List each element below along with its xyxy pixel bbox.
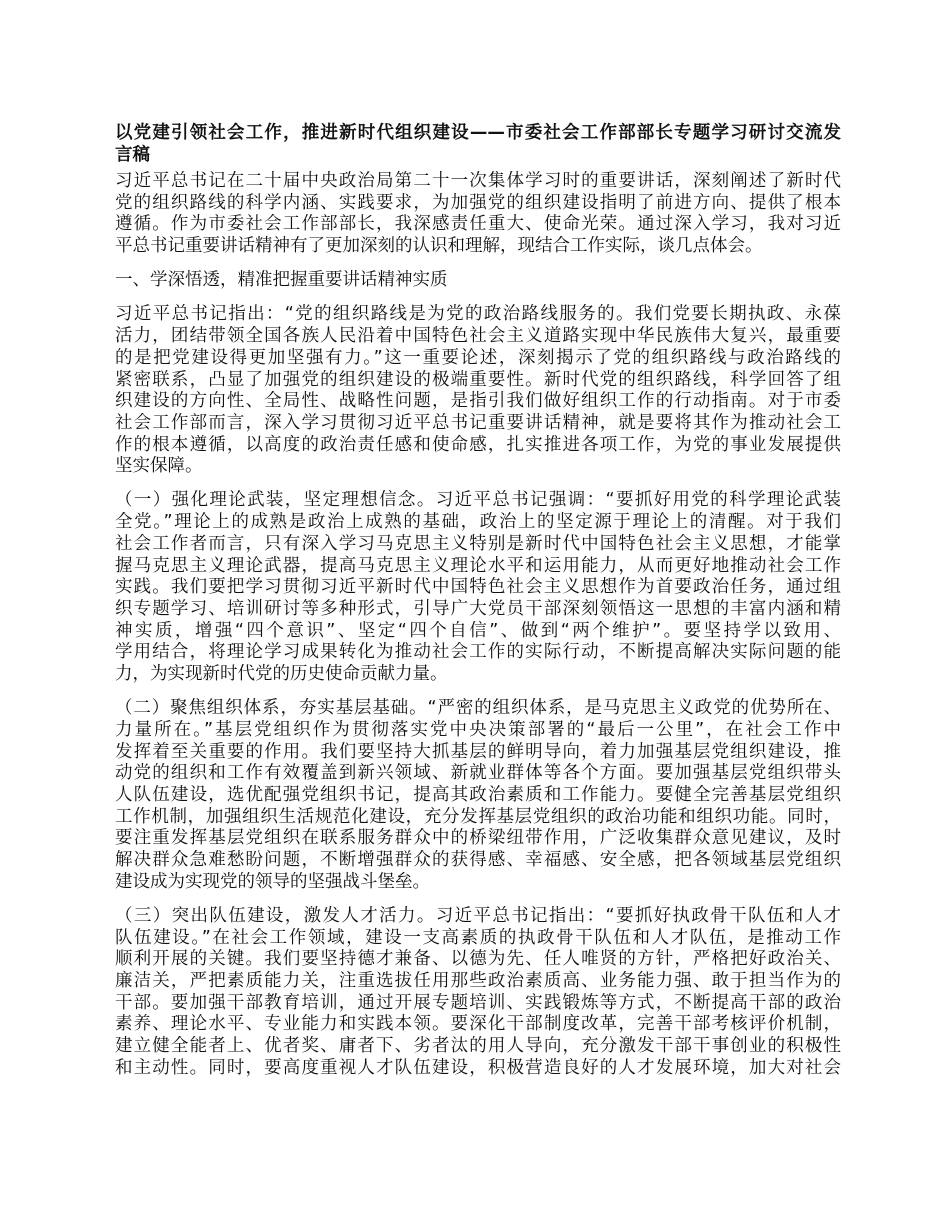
- text-line: 要注重发挥基层党组织在联系服务群众中的桥梁纽带作用，广泛收集群众意见建议，及时: [115, 828, 841, 849]
- text-line: （三）突出队伍建设，激发人才活力。习近平总书记指出：“要抓好执政骨干队伍和人才: [115, 905, 841, 926]
- text-line: 织建设的方向性、全局性、战略性问题，是指引我们做好组织工作的行动指南。对于市委: [115, 391, 841, 412]
- text-line: 廉洁关，严把素质能力关，注重选拔任用那些政治素质高、业务能力强、敢于担当作为的: [115, 970, 841, 991]
- text-line: 学用结合，将理论学习成果转化为推动社会工作的实际行动，不断提高解决实际问题的能: [115, 642, 841, 663]
- text-line: 顺利开展的关键。我们要坚持德才兼备、以德为先、任人唯贤的方针，严格把好政治关、: [115, 949, 841, 970]
- title-line: 以党建引领社会工作，推进新时代组织建设——市委社会工作部部长专题学习研讨交流发: [115, 123, 841, 143]
- text-line: 织专题学习、培训研讨等多种形式，引导广大党员干部深刻领悟这一思想的丰富内涵和精: [115, 598, 841, 619]
- subsection-2-paragraph: [115, 698, 841, 893]
- text-line: 坚实保障。: [115, 456, 203, 477]
- document-title: [115, 122, 841, 166]
- text-line: （一）强化理论武装，坚定理想信念。习近平总书记强调：“要抓好用党的科学理论武装: [115, 490, 841, 511]
- subsection-1-paragraph: [115, 490, 841, 685]
- text-line: 力，为实现新时代党的历史使命贡献力量。: [115, 663, 448, 684]
- text-line: 遵循。作为市委社会工作部部长，我深感责任重大、使命光荣。通过深入学习，我对习近: [115, 214, 841, 235]
- text-line: 人队伍建设，选优配强党组织书记，提高其政治素质和工作能力。要健全完善基层党组织: [115, 784, 841, 805]
- text-line: 干部。要加强干部教育培训，通过开展专题培训、实践锻炼等方式，不断提高干部的政治: [115, 992, 841, 1013]
- text-line: 素养、理论水平、专业能力和实践本领。要深化干部制度改革，完善干部考核评价机制，: [115, 1014, 841, 1035]
- text-line: 作的根本遵循，以高度的政治责任感和使命感，扎实推进各项工作，为党的事业发展提供: [115, 434, 841, 455]
- text-line: 和主动性。同时，要高度重视人才队伍建设，积极营造良好的人才发展环境，加大对社会: [115, 1057, 841, 1078]
- text-line: 党的组织路线的科学内涵、实践要求，为加强党的组织建设指明了前进方向、提供了根本: [115, 192, 841, 213]
- text-line: 全党。”理论上的成熟是政治上成熟的基础，政治上的坚定源于理论上的清醒。对于我们: [115, 512, 841, 533]
- text-line: 活力，团结带领全国各族人民沿着中国特色社会主义道路实现中华民族伟大复兴，最重要: [115, 326, 841, 347]
- text-line: 建设成为实现党的领导的坚强战斗堡垒。: [115, 871, 430, 892]
- document-body: [115, 171, 841, 1079]
- text-line: 紧密联系，凸显了加强党的组织建设的极端重要性。新时代党的组织路线，科学回答了组: [115, 369, 841, 390]
- text-line: 工作机制，加强组织生活规范化建设，充分发挥基层党组织的政治功能和组织功能。同时，: [115, 806, 841, 827]
- title-line: 言稿: [115, 145, 150, 165]
- document-page: [115, 122, 841, 1092]
- section-1-paragraph: [115, 304, 841, 478]
- text-line: 平总书记重要讲话精神有了更加深刻的认识和理解，现结合工作实际，谈几点体会。: [115, 236, 763, 257]
- text-line: 习近平总书记在二十届中央政治局第二十一次集体学习时的重要讲话，深刻阐述了新时代: [115, 171, 841, 191]
- text-line: 动党的组织和工作有效覆盖到新兴领域、新就业群体等各个方面。要加强基层党组织带头: [115, 763, 841, 784]
- text-line: 解决群众急难愁盼问题，不断增强群众的获得感、幸福感、安全感，把各领域基层党组织: [115, 849, 841, 870]
- intro-paragraph: [115, 171, 841, 258]
- section-heading-1: [115, 270, 841, 292]
- text-line: 发挥着至关重要的作用。我们要坚持大抓基层的鲜明导向，着力加强基层党组织建设，推: [115, 741, 841, 762]
- subsection-3-paragraph: [115, 906, 841, 1080]
- text-line: 一、学深悟透，精准把握重要讲话精神实质: [115, 270, 448, 291]
- text-line: 实践。我们要把学习贯彻习近平新时代中国特色社会主义思想作为首要政治任务，通过组: [115, 577, 841, 598]
- text-line: 握马克思主义理论武器，提高马克思主义理论水平和运用能力，从而更好地推动社会工作: [115, 555, 841, 576]
- text-line: 习近平总书记指出：“党的组织路线是为党的政治路线服务的。我们党要长期执政、永葆: [115, 304, 841, 325]
- text-line: 队伍建设。”在社会工作领域，建设一支高素质的执政骨干队伍和人才队伍，是推动工作: [115, 927, 841, 948]
- text-line: 力量所在。”基层党组织作为贯彻落实党中央决策部署的“最后一公里”，在社会工作中: [115, 719, 841, 740]
- text-line: （二）聚焦组织体系，夯实基层基础。“严密的组织体系，是马克思主义政党的优势所在、: [115, 698, 841, 719]
- text-line: 社会工作者而言，只有深入学习马克思主义特别是新时代中国特色社会主义思想，才能掌: [115, 533, 841, 554]
- text-line: 建立健全能者上、优者奖、庸者下、劣者汰的用人导向，充分激发干部干事创业的积极性: [115, 1035, 841, 1056]
- text-line: 社会工作部而言，深入学习贯彻习近平总书记重要讲话精神，就是要将其作为推动社会工: [115, 412, 841, 433]
- text-line: 的是把党建设得更加坚强有力。”这一重要论述，深刻揭示了党的组织路线与政治路线的: [115, 347, 841, 368]
- text-line: 神实质，增强“四个意识”、坚定“四个自信”、做到“两个维护”。要坚持学以致用、: [115, 620, 841, 641]
